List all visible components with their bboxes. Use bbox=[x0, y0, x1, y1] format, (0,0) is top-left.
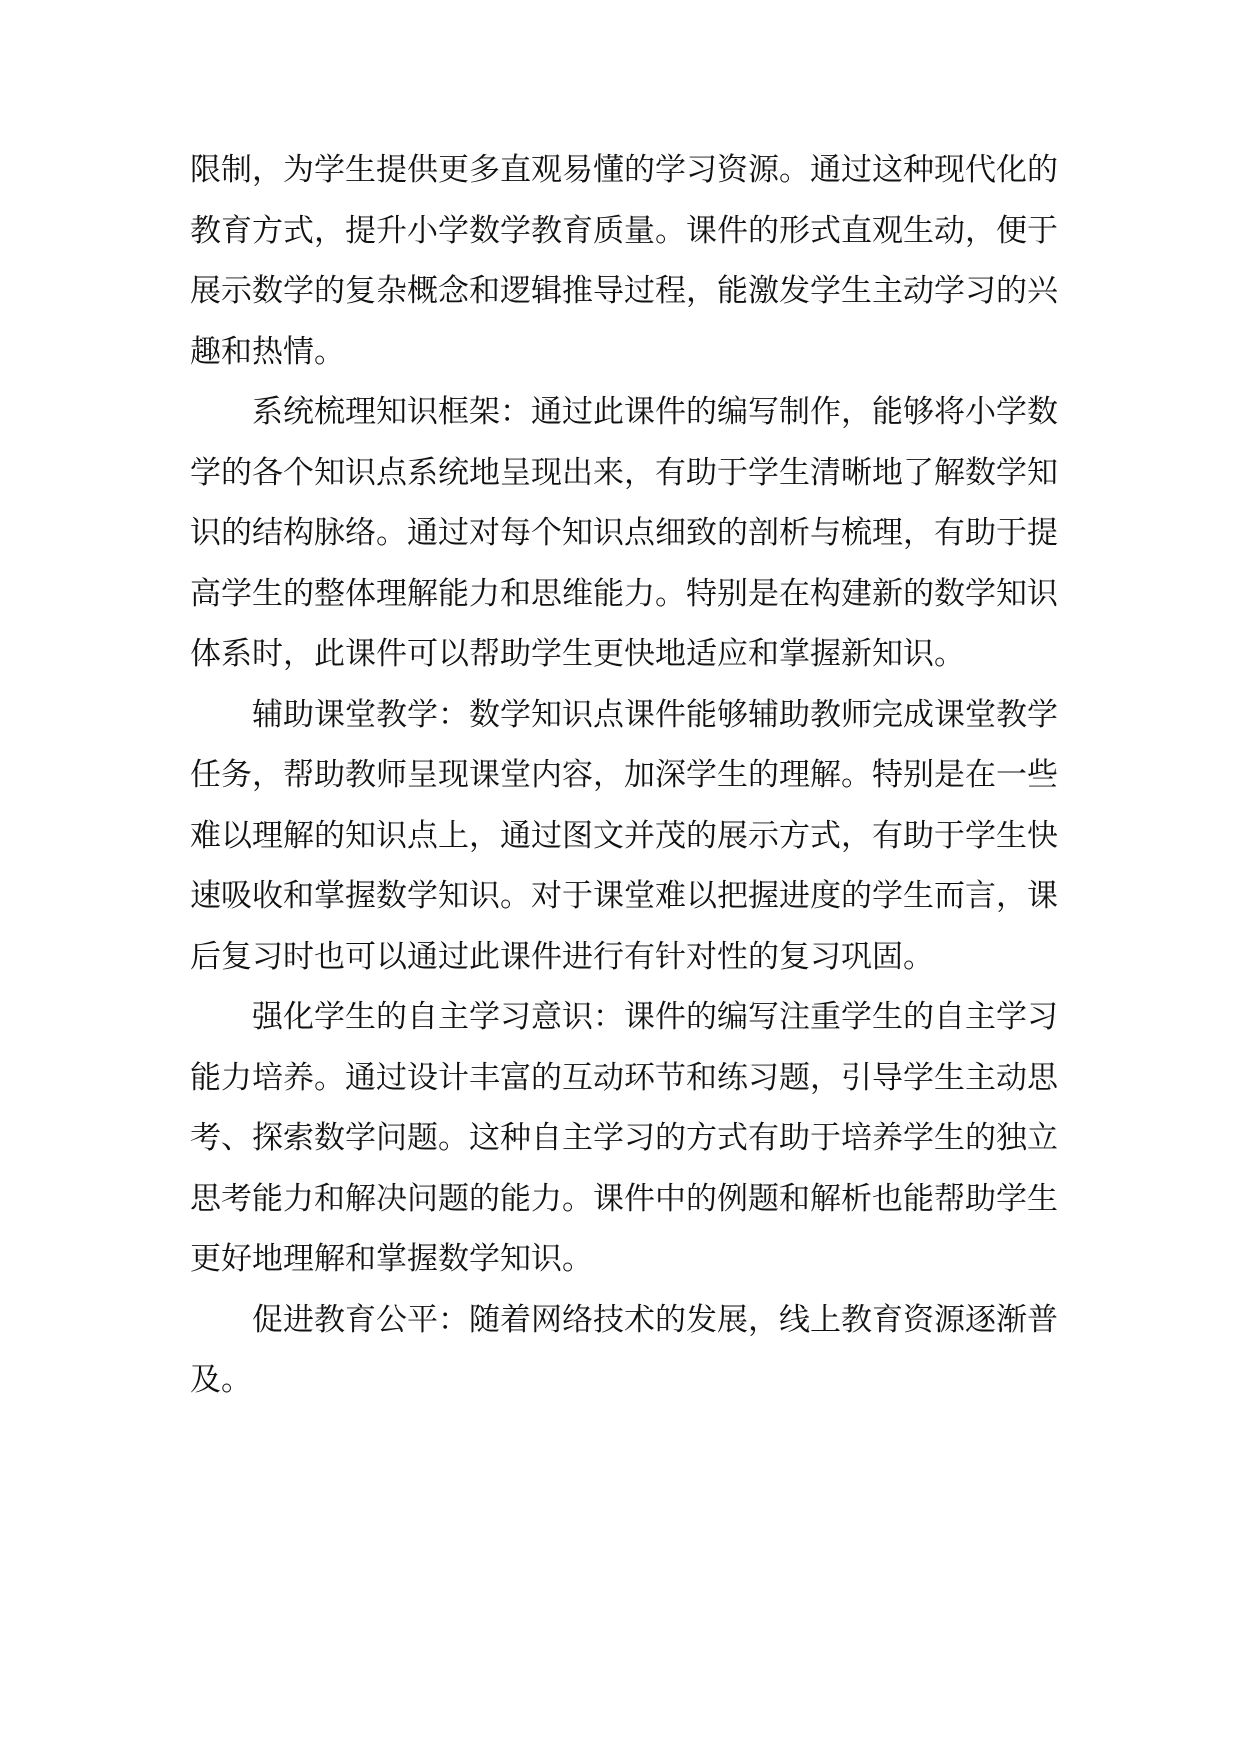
paragraph-2: 系统梳理知识框架：通过此课件的编写制作，能够将小学数学的各个知识点系统地呈现出来，有助于学生清晰地了解数学知识的结构脉络。通过对每个知识点细致的剖析与梳理，有助于提高学生的整体理解能力和思维能力。特别是在构建新的数学知识体系时，此课件可以帮助学生更快地适应和掌握新知识。 bbox=[190, 394, 1058, 672]
paragraph-5: 促进教育公平：随着网络技术的发展，线上教育资源逐渐普及。 bbox=[190, 1301, 1058, 1398]
paragraph-1: 限制，为学生提供更多直观易懂的学习资源。通过这种现代化的教育方式，提升小学数学教育质量。课件的形式直观生动，便于展示数学的复杂概念和逻辑推导过程，能激发学生主动学习的兴趣和热情。 bbox=[190, 152, 1058, 370]
paragraph-4: 强化学生的自主学习意识：课件的编写注重学生的自主学习能力培养。通过设计丰富的互动环节和练习题，引导学生主动思考、探索数学问题。这种自主学习的方式有助于培养学生的独立思考能力和解决问题的能力。课件中的例题和解析也能帮助学生更好地理解和掌握数学知识。 bbox=[190, 999, 1058, 1277]
paragraph-3: 辅助课堂教学：数学知识点课件能够辅助教师完成课堂教学任务，帮助教师呈现课堂内容，加深学生的理解。特别是在一些难以理解的知识点上，通过图文并茂的展示方式，有助于学生快速吸收和掌握数学知识。对于课堂难以把握进度的学生而言，课后复习时也可以通过此课件进行有针对性的复习巩固。 bbox=[190, 696, 1058, 975]
body-text bbox=[190, 140, 1058, 1411]
